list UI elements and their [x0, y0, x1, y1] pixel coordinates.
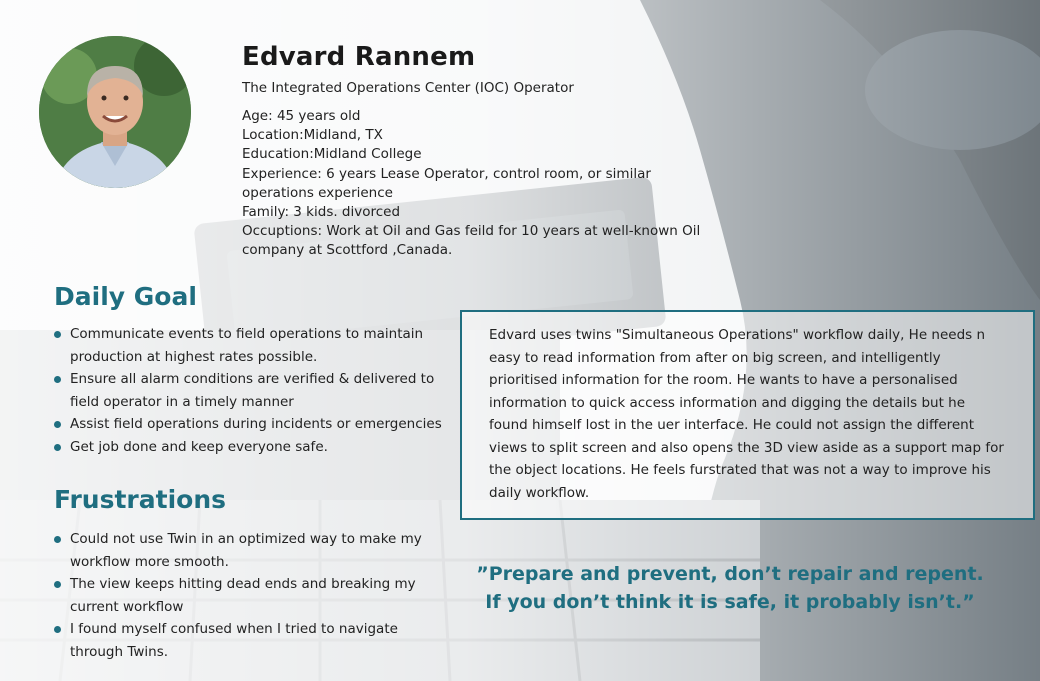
persona-role: The Integrated Operations Center (IOC) Operator	[242, 80, 574, 96]
persona-name: Edvard Rannem	[242, 42, 476, 72]
fact-education: Education:Midland College	[242, 146, 422, 163]
list-item: I found myself confused when I tried to navigate through Twins.	[54, 618, 444, 663]
fact-family: Family: 3 kids. divorced	[242, 204, 401, 221]
list-item: Communicate events to field operations to maintain production at highest rates possible.	[54, 323, 444, 368]
daily-goal-title: Daily Goal	[54, 282, 197, 311]
avatar	[39, 36, 191, 188]
list-item: Could not use Twin in an optimized way to make my workflow more smooth.	[54, 528, 444, 573]
persona-facts	[242, 107, 722, 261]
fact-experience: Experience: 6 years Lease Operator, control room, or similar operations experience	[242, 165, 651, 201]
list-item: The view keeps hitting dead ends and breaking my current workflow	[54, 573, 444, 618]
fact-location: Location:Midland, TX	[242, 127, 383, 144]
frustrations-title: Frustrations	[54, 485, 227, 514]
scenario-box: Edvard uses twins "Simultaneous Operations" workflow daily, He needs n easy to read information from after on big screen, and intelligently prioritised information for the room. He wants to have a personalised information to quick access information and digging the details but he found himself lost in the uer interface. He could not assign the different views to split screen and also opens the 3D view aside as a support map for the object locations. He feels furstrated that was not a way to improve his daily workflow.	[460, 310, 1035, 520]
list-item: Assist field operations during incidents or emergencies	[54, 413, 444, 436]
person-portrait-icon	[39, 36, 191, 188]
quote-line-1: ”Prepare and prevent, don’t repair and repent.	[476, 563, 984, 585]
fact-occupations: Occuptions: Work at Oil and Gas feild for 10 years at well-known Oil company at Scottford ,Canada.	[242, 223, 701, 259]
daily-goal-list	[54, 323, 444, 458]
frustrations-list	[54, 528, 444, 663]
list-item: Get job done and keep everyone safe.	[54, 436, 444, 459]
persona-quote	[470, 560, 990, 616]
fact-age: Age: 45 years old	[242, 108, 361, 124]
list-item: Ensure all alarm conditions are verified & delivered to field operator in a timely manner	[54, 368, 444, 413]
quote-line-2: If you don’t think it is safe, it probably isn’t.”	[485, 591, 975, 613]
